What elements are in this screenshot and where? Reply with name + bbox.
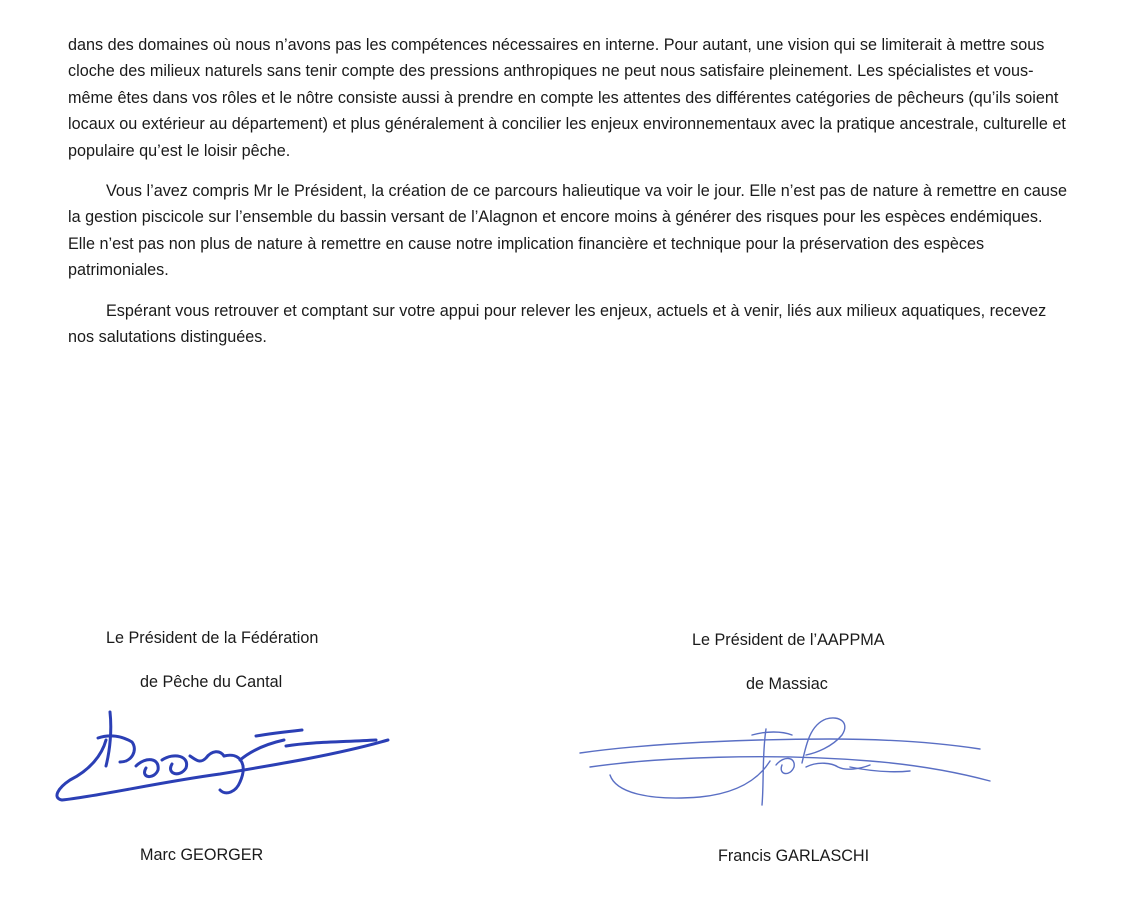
- paragraph-3: Espérant vous retrouver et comptant sur votre appui pour relever les enjeux, actuels et à venir, liés aux milieux aquatiques, recevez nos salutations distinguées.: [68, 301, 1047, 347]
- right-signature-image: [570, 705, 1000, 815]
- left-signatory-name: Marc GEORGER: [140, 846, 264, 864]
- paragraph-2: Vous l’avez compris Mr le Président, la création de ce parcours halieutique va voir le jour. Elle n’est pas de nature à remettre en cause la gestion piscicole sur l’ensemble du bassin versant de l’Alagnon et encore moins à générer des risques pour les espèces endémiques. Elle n’est pas non plus de nature à remettre en cause notre implication financière et technique pour la préservation des espèces patrimoniales.: [68, 182, 1067, 280]
- right-signatory-title-line1: Le Président de l’AAPPMA: [692, 631, 885, 649]
- letter-body: [68, 32, 1068, 364]
- left-signatory-title-line1: Le Président de la Fédération: [106, 629, 319, 647]
- paragraph-1: dans des domaines où nous n’avons pas les compétences nécessaires en interne. Pour autant, une vision qui se limiterait à mettre sous cloche des milieux naturels sans tenir compte des pressions anthropiques ne peut nous satisfaire pleinement. Les spécialistes et vous-même êtes dans vos rôles et le nôtre consiste aussi à prendre en compte les attentes des différentes catégories de pêcheurs (qu’ils soient locaux ou extérieur au département) et plus généralement à concilier les enjeux environnementaux avec la pratique ancestrale, culturelle et populaire qu’est le loisir pêche.: [68, 36, 1066, 160]
- right-signatory-name: Francis GARLASCHI: [718, 847, 870, 865]
- left-signatory-title-line2: de Pêche du Cantal: [140, 673, 283, 691]
- left-signature-image: [40, 700, 400, 810]
- right-signatory-title-line2: de Massiac: [746, 675, 828, 693]
